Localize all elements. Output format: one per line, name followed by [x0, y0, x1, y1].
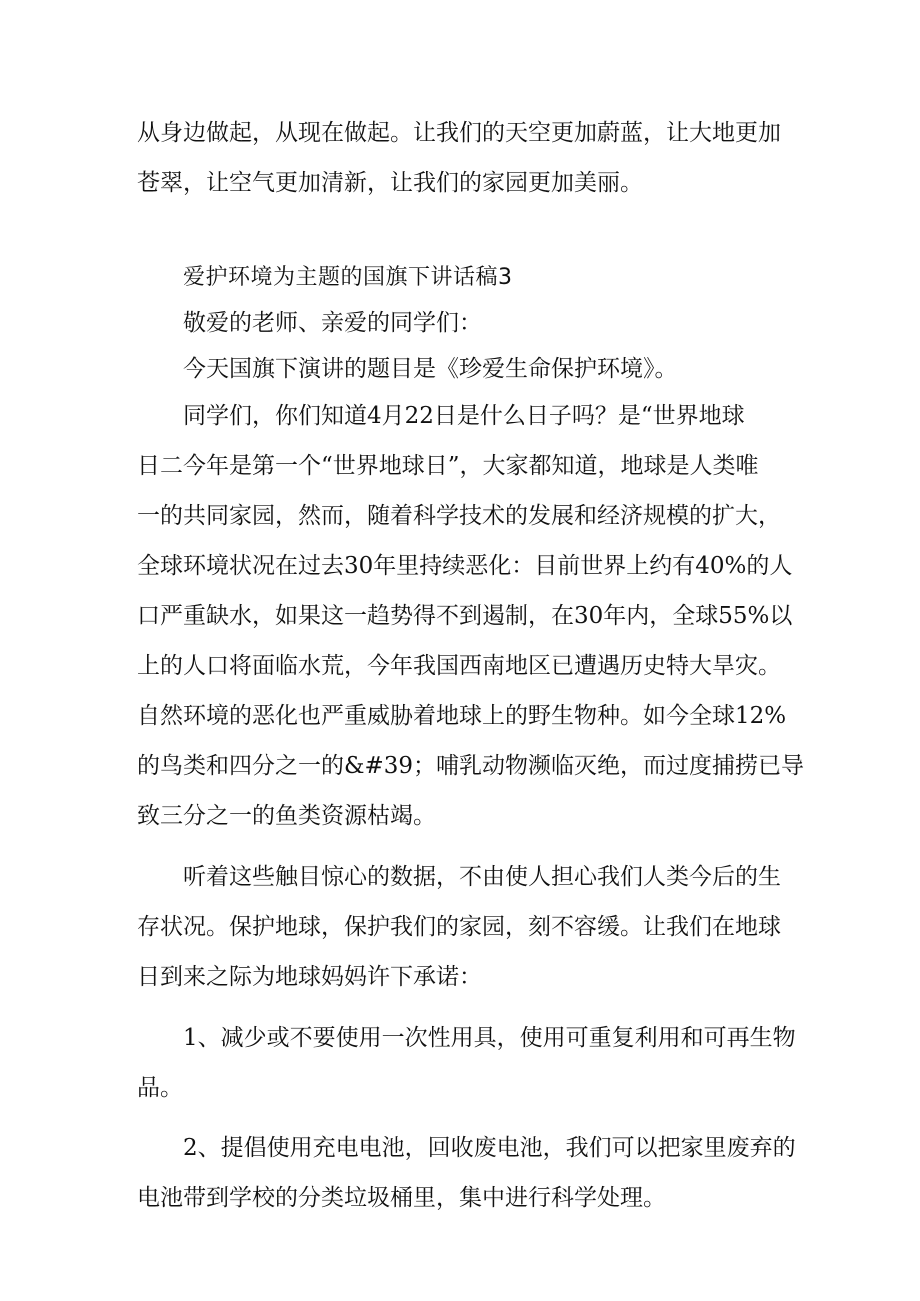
text-line: 上的人口将面临水荒，今年我国西南地区已遭遇历史特大旱灾。 [137, 653, 781, 679]
list-item-1: 1、减少或不要使用一次性用具，使用可重复利用和可再生物 [183, 1025, 796, 1051]
text-line: 今天国旗下演讲的题目是《珍爱生命保护环境》。 [183, 356, 678, 382]
text-line: 的鸟类和四分之一的&#39；哺乳动物濒临灭绝，而过度捕捞已导 [137, 753, 805, 779]
text-line: 一的共同家园，然而，随着科学技术的发展和经济规模的扩大， [137, 503, 781, 529]
salutation: 敬爱的老师、亲爱的同学们： [183, 310, 482, 336]
text-line: 从身边做起，从现在做起。让我们的天空更加蔚蓝，让大地更加 [137, 120, 781, 146]
text-line: 自然环境的恶化也严重威胁着地球上的野生物种。如今全球12% [137, 703, 787, 729]
text-line: 日二今年是第一个“世界地球日”，大家都知道，地球是人类唯 [137, 453, 759, 479]
text-line: 全球环境状况在过去30年里持续恶化：目前世界上约有40%的人 [137, 553, 793, 579]
text-line: 电池带到学校的分类垃圾桶里，集中进行科学处理。 [137, 1185, 666, 1211]
text-line: 听着这些触目惊心的数据，不由使人担心我们人类今后的生 [183, 864, 781, 890]
text-line: 存状况。保护地球，保护我们的家园，刻不容缓。让我们在地球 [137, 914, 781, 940]
list-item-2: 2、提倡使用充电电池，回收废电池，我们可以把家里废弃的 [183, 1135, 796, 1161]
text-line: 同学们，你们知道4月22日是什么日子吗？是“世界地球 [183, 403, 745, 429]
section-title: 爱护环境为主题的国旗下讲话稿3 [183, 265, 513, 290]
text-line: 品。 [137, 1075, 183, 1101]
text-line: 日到来之际为地球妈妈许下承诺： [137, 964, 482, 990]
text-line: 口严重缺水，如果这一趋势得不到遏制，在30年内，全球55%以 [137, 603, 793, 629]
text-line: 致三分之一的鱼类资源枯竭。 [137, 803, 436, 829]
text-line: 苍翠，让空气更加清新，让我们的家园更加美丽。 [137, 170, 643, 196]
